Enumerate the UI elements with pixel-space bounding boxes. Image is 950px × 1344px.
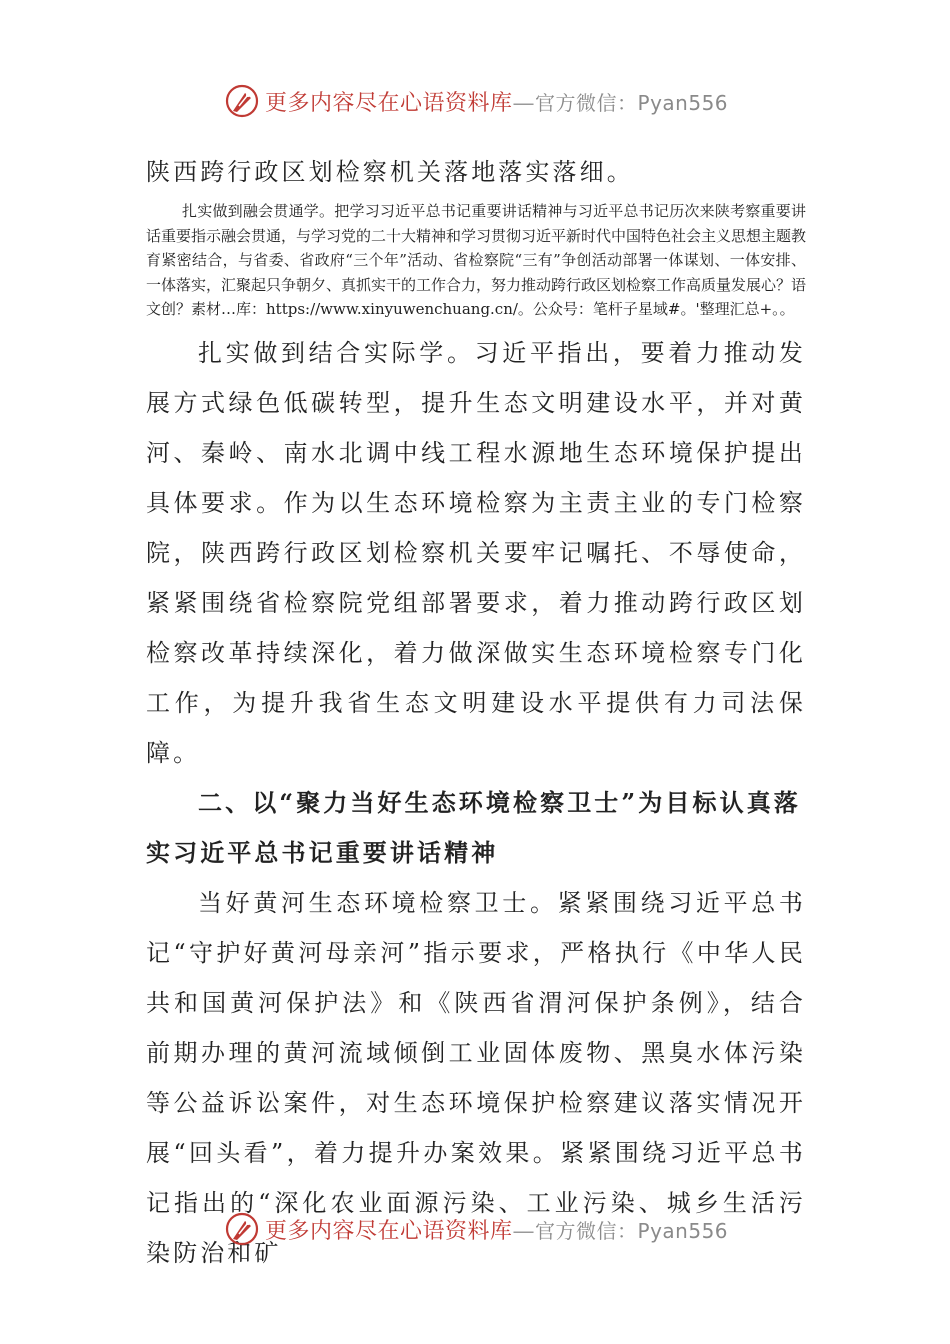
banner-wechat-id: Pyan556 bbox=[637, 1218, 729, 1243]
paragraph-continuation: 陕西跨行政区划检察机关落地落实落细。 bbox=[146, 158, 634, 186]
banner-wechat-id: Pyan556 bbox=[637, 90, 729, 115]
paragraph-yellow-river: 当好黄河生态环境检察卫士。紧紧围绕习近平总书记“守护好黄河母亲河”指示要求，严格执行《中华人民共和国黄河保护法》和《陕西省渭河保护条例》，结合前期办理的黄河流域倾倒工业固体废物、黑臭水体污染等公益诉讼案件，对生态环境保护检察建议落实情况开展“回头看”，着力提升办案效果。紧紧围绕习近平总书记指出的“深化农业面源污染、工业污染、城乡生活污染防治和矿 bbox=[146, 888, 806, 1267]
banner-main-text: 更多内容尽在心语资料库 bbox=[265, 90, 513, 116]
banner-dash: — bbox=[512, 90, 536, 116]
banner-official-label: 官方微信： bbox=[535, 90, 638, 115]
header-banner bbox=[0, 82, 950, 122]
pen-nib-logo-icon bbox=[225, 84, 259, 118]
section-heading-2: 二、以“聚力当好生态环境检察卫士”为目标认真落实习近平总书记重要讲话精神 bbox=[146, 787, 801, 867]
document-body bbox=[146, 147, 806, 1278]
pen-nib-logo-icon bbox=[225, 1212, 259, 1246]
footer-banner bbox=[0, 1210, 950, 1250]
paragraph-practical: 扎实做到结合实际学。习近平指出，要着力推动发展方式绿色低碳转型，提升生态文明建设水平，并对黄河、秦岭、南水北调中线工程水源地生态环境保护提出具体要求。作为以生态环境检察为主责主业的专门检察院，陕西跨行政区划检察机关要牢记嘱托、不辱使命，紧紧围绕省检察院党组部署要求，着力推动跨行政区划检察改革持续深化，着力做深做实生态环境检察专门化工作，为提升我省生态文明建设水平提供有力司法保障。 bbox=[146, 338, 806, 767]
paragraph-integration: 扎实做到融会贯通学。把学习习近平总书记重要讲话精神与习近平总书记历次来陕考察重要讲话重要指示融会贯通，与学习党的二十大精神和学习贯彻习近平新时代中国特色社会主义思想主题教育紧密结合，与省委、省政府“三个年”活动、省检察院“三有”争创活动部署一体谋划、一体安排、一体落实，汇聚起只争朝夕、真抓实干的工作合力，努力推动跨行政区划检察工作高质量发展心？语文创？素材…库：https://www.xinyuwenchuang.cn/。公众号：笔杆子星域#。'整理汇总+。。 bbox=[146, 202, 807, 319]
banner-dash: — bbox=[512, 1218, 536, 1244]
banner-official-label: 官方微信： bbox=[535, 1218, 638, 1243]
banner-main-text: 更多内容尽在心语资料库 bbox=[265, 1218, 513, 1244]
